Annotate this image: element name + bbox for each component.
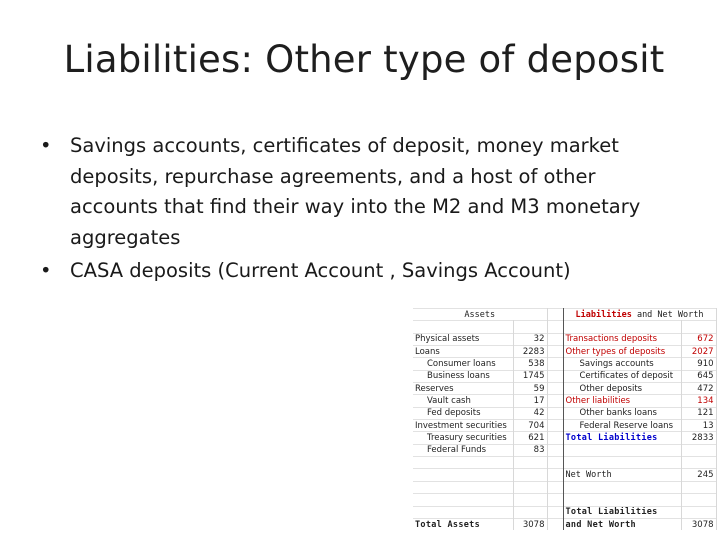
bullet-glyph: • bbox=[40, 134, 52, 157]
total-assets-value: 3078 bbox=[513, 518, 547, 530]
asset-label: Federal Funds bbox=[413, 444, 513, 456]
asset-value: 17 bbox=[513, 395, 547, 407]
table-row bbox=[413, 395, 716, 407]
total-liab-nw-label-2: and Net Worth bbox=[563, 518, 681, 530]
total-liabilities-label: Total Liabilities bbox=[563, 432, 681, 444]
total-liabilities-value: 2833 bbox=[681, 432, 716, 444]
total-liab-nw-value: 3078 bbox=[681, 518, 716, 530]
table-row bbox=[413, 469, 716, 481]
balance-sheet-table bbox=[413, 308, 717, 530]
net-worth-label: Net Worth bbox=[563, 469, 681, 481]
total-liab-nw-label-1: Total Liabilities bbox=[563, 506, 681, 518]
asset-value: 621 bbox=[513, 432, 547, 444]
table-row bbox=[413, 346, 716, 358]
asset-label: Physical assets bbox=[413, 333, 513, 345]
table-row bbox=[413, 457, 716, 469]
liability-label: Savings accounts bbox=[563, 358, 681, 370]
table-row bbox=[413, 370, 716, 382]
liability-value: 645 bbox=[681, 370, 716, 382]
liability-value: 472 bbox=[681, 383, 716, 395]
liability-label: Other deposits bbox=[563, 383, 681, 395]
asset-label: Consumer loans bbox=[413, 358, 513, 370]
table-row bbox=[413, 383, 716, 395]
table-row bbox=[413, 506, 716, 518]
asset-label: Reserves bbox=[413, 383, 513, 395]
asset-value: 538 bbox=[513, 358, 547, 370]
liability-label: Transactions deposits bbox=[563, 333, 681, 345]
asset-value: 704 bbox=[513, 420, 547, 432]
table-row bbox=[413, 333, 716, 345]
bullet-item bbox=[40, 131, 680, 253]
bullet-item bbox=[40, 256, 680, 287]
asset-label: Fed deposits bbox=[413, 407, 513, 419]
liability-label: Certificates of deposit bbox=[563, 370, 681, 382]
liability-value: 910 bbox=[681, 358, 716, 370]
asset-value: 1745 bbox=[513, 370, 547, 382]
liability-label: Other banks loans bbox=[563, 407, 681, 419]
liability-value: 672 bbox=[681, 333, 716, 345]
table-row bbox=[413, 407, 716, 419]
liabilities-header: Liabilities and Net Worth bbox=[563, 309, 716, 321]
asset-label: Loans bbox=[413, 346, 513, 358]
assets-header: Assets bbox=[413, 309, 547, 321]
asset-value: 32 bbox=[513, 333, 547, 345]
bullet-text: Savings accounts, certificates of deposit, money market deposits, repurchase agreements, and a host of other accounts that find their way into the M2 and M3 monetary aggregates bbox=[70, 134, 641, 249]
asset-value: 42 bbox=[513, 407, 547, 419]
asset-label: Vault cash bbox=[413, 395, 513, 407]
asset-value: 59 bbox=[513, 383, 547, 395]
liability-value: 2027 bbox=[681, 346, 716, 358]
table-row bbox=[413, 309, 716, 321]
liability-label: Other types of deposits bbox=[563, 346, 681, 358]
total-assets-label: Total Assets bbox=[413, 518, 513, 530]
liability-value: 121 bbox=[681, 407, 716, 419]
table-row bbox=[413, 481, 716, 493]
table-row bbox=[413, 518, 716, 530]
table-row bbox=[413, 321, 716, 333]
table-row bbox=[413, 432, 716, 444]
net-worth-value: 245 bbox=[681, 469, 716, 481]
asset-label: Business loans bbox=[413, 370, 513, 382]
bullet-text: CASA deposits (Current Account , Savings Account) bbox=[70, 259, 571, 282]
table-row bbox=[413, 494, 716, 506]
liability-value: 13 bbox=[681, 420, 716, 432]
table-row bbox=[413, 420, 716, 432]
liability-label: Other liabilities bbox=[563, 395, 681, 407]
asset-label: Investment securities bbox=[413, 420, 513, 432]
asset-value: 83 bbox=[513, 444, 547, 456]
bullet-list bbox=[40, 131, 680, 287]
asset-value: 2283 bbox=[513, 346, 547, 358]
liability-label: Federal Reserve loans bbox=[563, 420, 681, 432]
bullet-glyph: • bbox=[40, 259, 52, 282]
liability-value: 134 bbox=[681, 395, 716, 407]
asset-label: Treasury securities bbox=[413, 432, 513, 444]
table-row bbox=[413, 358, 716, 370]
table-row bbox=[413, 444, 716, 456]
slide-title: Liabilities: Other type of deposit bbox=[63, 38, 665, 81]
